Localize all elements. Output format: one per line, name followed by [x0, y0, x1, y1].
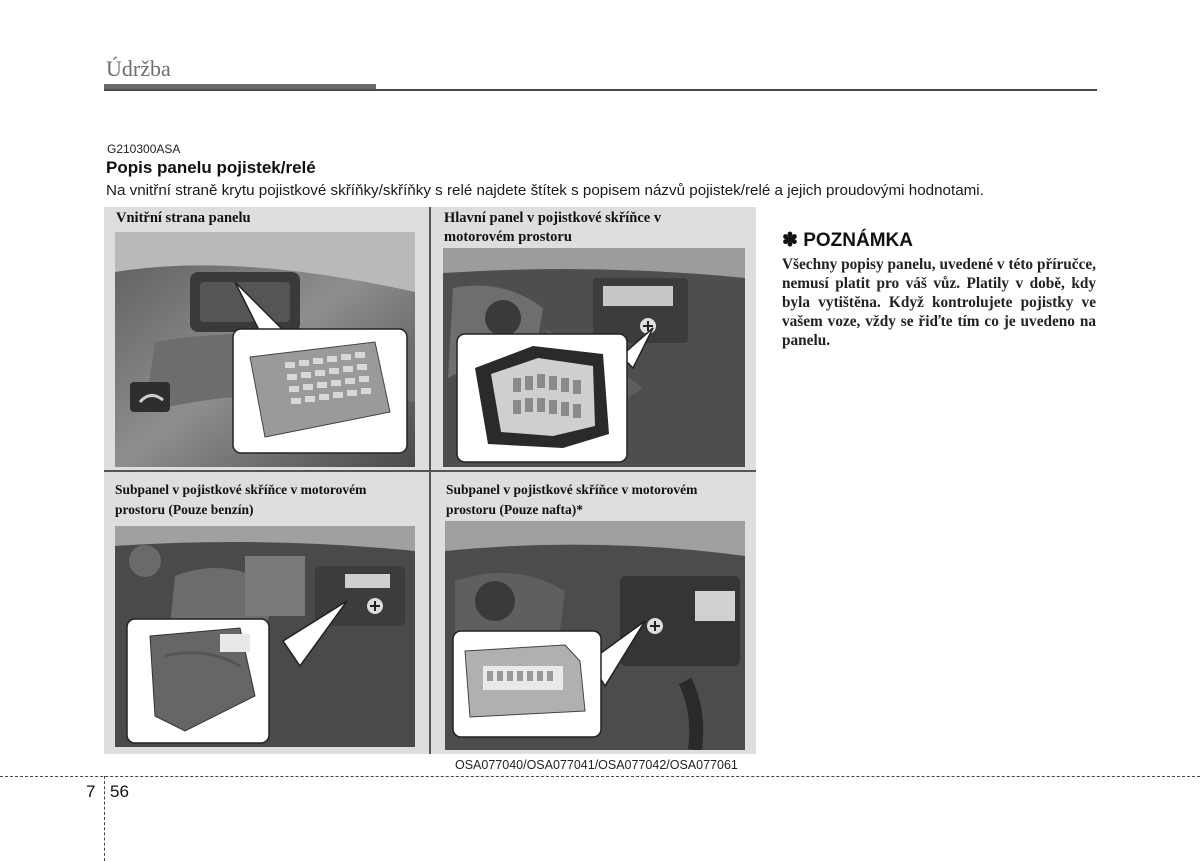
hood-release-icon — [130, 382, 170, 412]
figure-4-caption: Subpanel v pojistkové skříňce v motorovém prostoru (Pouze nafta)* — [446, 482, 698, 517]
figure-1-photo — [115, 232, 415, 467]
page-heading: Popis panelu pojistek/relé — [106, 158, 316, 177]
figure-2-caption: Hlavní panel v pojistkové skříňce v motorovém prostoru — [444, 210, 662, 245]
figure-4-photo — [445, 521, 745, 750]
section-code: G210300ASA — [107, 142, 181, 156]
figure-credits: OSA077040/OSA077041/OSA077042/OSA077061 — [455, 758, 738, 772]
note-title: ✽ POZNÁMKA — [782, 230, 913, 251]
section-title: Údržba — [106, 56, 171, 81]
footer-rule — [0, 776, 1200, 777]
figure-2-photo — [443, 248, 745, 467]
figure-1-caption: Vnitřní strana panelu — [116, 210, 251, 226]
figure-divider-vertical — [429, 207, 431, 754]
figure-divider-horizontal — [104, 470, 756, 472]
chapter-number: 7 — [86, 782, 96, 801]
intro-paragraph: Na vnitřní straně krytu pojistkové skříňky/skříňky s relé najdete štítek s popisem názvů pojistek/relé a jejich proudovými hodnotami. — [106, 182, 984, 199]
figure-3-caption: Subpanel v pojistkové skříňce v motorovém prostoru (Pouze benzín) — [115, 482, 367, 517]
figure-3-photo — [115, 526, 415, 747]
footer-divider — [104, 776, 105, 861]
header-rule — [104, 89, 1097, 91]
note-body: Všechny popisy panelu, uvedené v této příručce, nemusí platit pro váš vůz. Platily v době, kdy byla vytištěna. Když kontrolujete pojistky ve vašem voze, vždy se řiďte tím co je uvedeno na panelu. — [782, 256, 1096, 349]
page-number: 56 — [110, 782, 129, 801]
